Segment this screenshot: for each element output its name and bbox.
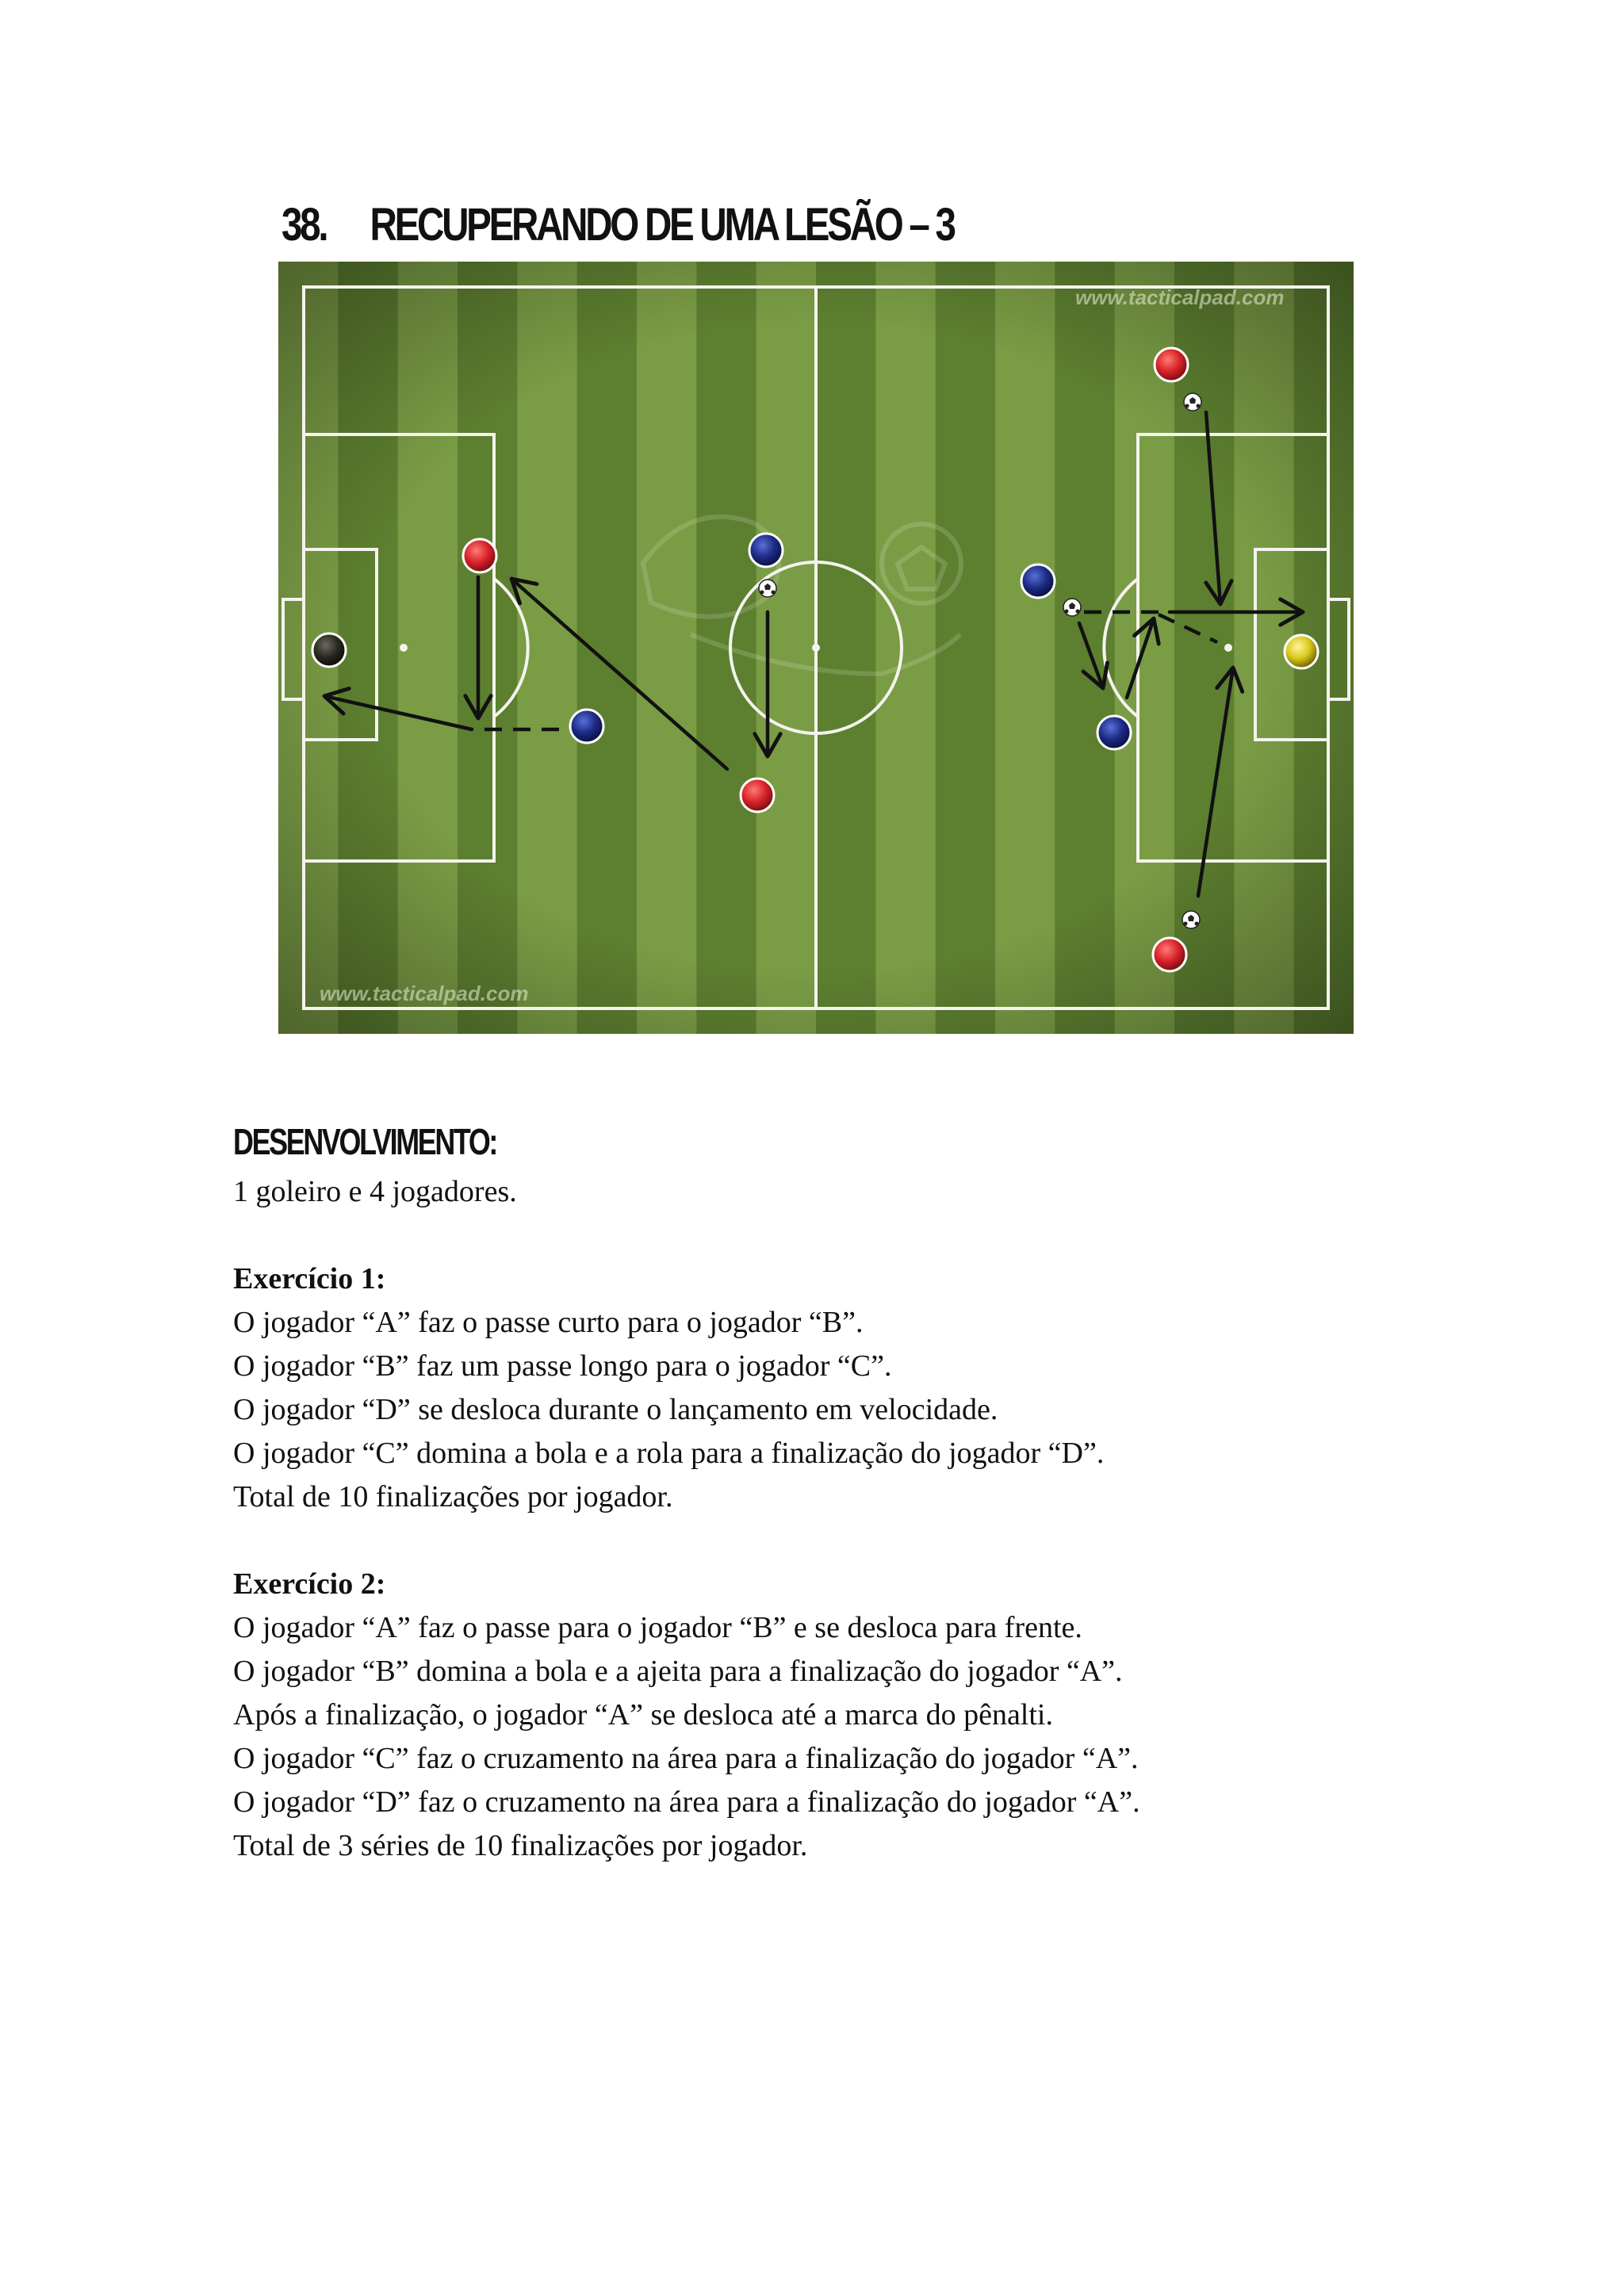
player-blue-center xyxy=(749,534,783,567)
player-blue-lower-right xyxy=(1097,716,1131,749)
exercise1-line: O jogador “D” se desloca durante o lançamento em velocidade. xyxy=(233,1393,998,1426)
player-red-center xyxy=(741,779,774,812)
player-blue-right xyxy=(1021,564,1055,598)
player-keeper-right xyxy=(1285,635,1318,668)
exercise2-line: Total de 3 séries de 10 finalizações por jogador. xyxy=(233,1829,808,1862)
exercise2-line: O jogador “D” faz o cruzamento na área para a finalização do jogador “A”. xyxy=(233,1785,1140,1819)
center-spot xyxy=(812,644,820,652)
exercise-number: 38. xyxy=(282,199,327,251)
exercise1-line: Total de 10 finalizações por jogador. xyxy=(233,1480,673,1513)
exercise-title: RECUPERANDO DE UMA LESÃO – 3 xyxy=(370,199,954,251)
exercise2-block xyxy=(233,1563,1140,1868)
watermark-bottom: www.tacticalpad.com xyxy=(320,982,529,1005)
penalty-spot-left xyxy=(400,644,408,652)
player-red-top-right xyxy=(1155,348,1188,381)
player-red-left xyxy=(463,539,496,572)
exercise2-heading: Exercício 2: xyxy=(233,1567,386,1601)
exercise1-block xyxy=(233,1257,1104,1519)
soccer-ball-icon xyxy=(1182,911,1200,928)
tactical-diagram xyxy=(278,262,1354,1034)
soccer-ball-icon xyxy=(759,580,776,597)
penalty-spot-right xyxy=(1224,644,1232,652)
development-intro-block xyxy=(233,1170,517,1214)
player-blue-left xyxy=(570,710,603,743)
watermark-top: www.tacticalpad.com xyxy=(1075,285,1285,309)
exercise1-heading: Exercício 1: xyxy=(233,1262,386,1295)
page-title xyxy=(282,197,954,254)
exercise1-line: O jogador “C” domina a bola e a rola para a finalização do jogador “D”. xyxy=(233,1437,1105,1470)
exercise2-line: O jogador “A” faz o passe para o jogador “B” e se desloca para frente. xyxy=(233,1611,1082,1644)
exercise1-line: O jogador “B” faz um passe longo para o jogador “C”. xyxy=(233,1349,892,1383)
soccer-ball-icon xyxy=(1063,599,1081,616)
development-heading: DESENVOLVIMENTO: xyxy=(233,1121,497,1162)
exercise1-line: O jogador “A” faz o passe curto para o jogador “B”. xyxy=(233,1306,864,1339)
exercise2-line: O jogador “B” domina a bola e a ajeita para a finalização do jogador “A”. xyxy=(233,1655,1123,1688)
soccer-ball-icon xyxy=(1184,393,1201,411)
exercise2-line: O jogador “C” faz o cruzamento na área para a finalização do jogador “A”. xyxy=(233,1742,1139,1775)
player-red-bottom-right xyxy=(1153,938,1186,971)
development-intro: 1 goleiro e 4 jogadores. xyxy=(233,1175,517,1208)
exercise2-line: Após a finalização, o jogador “A” se desloca até a marca do pênalti. xyxy=(233,1698,1053,1732)
player-keeper-left xyxy=(312,633,346,667)
